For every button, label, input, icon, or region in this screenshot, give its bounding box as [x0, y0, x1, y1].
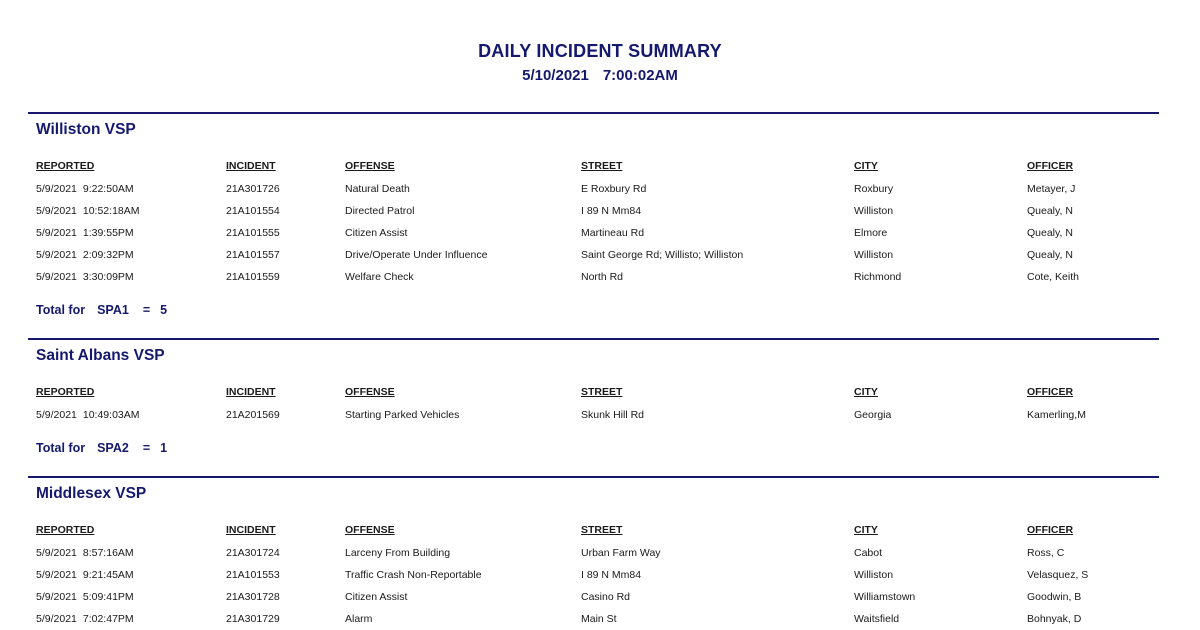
cell-reported — [36, 409, 140, 421]
cell-offense: Citizen Assist — [345, 591, 408, 603]
cell-street: North Rd — [581, 271, 624, 283]
total-count: 1 — [160, 441, 168, 455]
col-street: STREET — [581, 524, 623, 536]
cell-time: 9:21:45AM — [82, 569, 134, 581]
cell-officer: Quealy, N — [1027, 227, 1073, 239]
column-headers — [28, 160, 1159, 176]
col-reported: REPORTED — [36, 524, 95, 536]
cell-street: Martineau Rd — [581, 227, 645, 239]
col-officer: OFFICER — [1027, 160, 1074, 172]
cell-reported — [36, 569, 134, 581]
cell-officer: Quealy, N — [1027, 205, 1073, 217]
col-incident: INCIDENT — [226, 386, 276, 398]
cell-reported — [36, 227, 134, 239]
col-street: STREET — [581, 386, 623, 398]
cell-date: 5/9/2021 — [36, 183, 77, 195]
cell-offense: Traffic Crash Non-Reportable — [345, 569, 482, 581]
cell-time: 5:09:41PM — [82, 591, 134, 603]
col-incident: INCIDENT — [226, 524, 276, 536]
col-officer: OFFICER — [1027, 524, 1074, 536]
col-city: CITY — [854, 524, 878, 536]
col-city: CITY — [854, 386, 878, 398]
cell-incident: 21A301728 — [226, 591, 280, 603]
cell-date: 5/9/2021 — [36, 249, 77, 261]
cell-offense: Starting Parked Vehicles — [345, 409, 460, 421]
cell-date: 5/9/2021 — [36, 591, 77, 603]
section-middlesex — [28, 476, 1159, 625]
cell-offense: Alarm — [345, 613, 373, 625]
col-reported: REPORTED — [36, 160, 95, 172]
cell-officer: Bohnyak, D — [1027, 613, 1082, 625]
cell-incident: 21A101553 — [226, 569, 280, 581]
table-row — [28, 409, 1159, 425]
total-count: 5 — [160, 303, 168, 317]
section-saint-albans — [28, 338, 1159, 455]
table-row — [28, 569, 1159, 585]
cell-city: Cabot — [854, 547, 883, 559]
cell-street: Urban Farm Way — [581, 547, 661, 559]
cell-street: Casino Rd — [581, 591, 631, 603]
cell-time: 10:49:03AM — [82, 409, 140, 421]
report-header — [0, 40, 1200, 86]
section-title: Middlesex VSP — [36, 485, 147, 502]
cell-incident: 21A101557 — [226, 249, 280, 261]
total-code: SPA1 — [97, 303, 129, 317]
cell-city: Georgia — [854, 409, 892, 421]
cell-city: Richmond — [854, 271, 902, 283]
table-row — [28, 613, 1159, 629]
cell-date: 5/9/2021 — [36, 271, 77, 283]
cell-time: 9:22:50AM — [82, 183, 134, 195]
report-title: DAILY INCIDENT SUMMARY — [478, 41, 722, 61]
col-reported: REPORTED — [36, 386, 95, 398]
cell-time: 2:09:32PM — [82, 249, 134, 261]
report-time: 7:00:02AM — [602, 67, 678, 84]
table-row — [28, 271, 1159, 287]
cell-incident: 21A301729 — [226, 613, 280, 625]
cell-reported — [36, 183, 134, 195]
col-street: STREET — [581, 160, 623, 172]
total-equals: = — [142, 303, 151, 317]
cell-reported — [36, 547, 134, 559]
section-title: Williston VSP — [36, 121, 136, 138]
cell-street: Main St — [581, 613, 617, 625]
cell-date: 5/9/2021 — [36, 613, 77, 625]
cell-incident: 21A301724 — [226, 547, 280, 559]
table-row — [28, 249, 1159, 265]
section-title: Saint Albans VSP — [36, 347, 165, 364]
table-row — [28, 227, 1159, 243]
cell-incident: 21A101555 — [226, 227, 280, 239]
cell-offense: Citizen Assist — [345, 227, 408, 239]
cell-offense: Drive/Operate Under Influence — [345, 249, 488, 261]
table-row — [28, 183, 1159, 199]
cell-officer: Velasquez, S — [1027, 569, 1089, 581]
total-label: Total for — [36, 441, 86, 455]
table-row — [28, 547, 1159, 563]
cell-offense: Natural Death — [345, 183, 410, 195]
section-divider — [28, 112, 1159, 114]
cell-street: E Roxbury Rd — [581, 183, 647, 195]
cell-officer: Kamerling,M — [1027, 409, 1086, 421]
col-officer: OFFICER — [1027, 386, 1074, 398]
cell-reported — [36, 613, 134, 625]
cell-city: Williston — [854, 249, 894, 261]
cell-officer: Goodwin, B — [1027, 591, 1082, 603]
report-datetime — [0, 66, 1200, 86]
col-offense: OFFENSE — [345, 524, 395, 536]
table-row — [28, 205, 1159, 221]
col-city: CITY — [854, 160, 878, 172]
cell-time: 10:52:18AM — [82, 205, 140, 217]
report-date: 5/10/2021 — [522, 67, 589, 84]
cell-city: Elmore — [854, 227, 888, 239]
cell-incident: 21A101559 — [226, 271, 280, 283]
cell-incident: 21A201569 — [226, 409, 280, 421]
cell-reported — [36, 271, 134, 283]
cell-officer: Ross, C — [1027, 547, 1065, 559]
section-divider — [28, 338, 1159, 340]
col-incident: INCIDENT — [226, 160, 276, 172]
total-code: SPA2 — [97, 441, 129, 455]
cell-offense: Larceny From Building — [345, 547, 451, 559]
cell-time: 7:02:47PM — [82, 613, 134, 625]
cell-incident: 21A101554 — [226, 205, 280, 217]
cell-date: 5/9/2021 — [36, 547, 77, 559]
total-equals: = — [142, 441, 151, 455]
cell-city: Roxbury — [854, 183, 894, 195]
total-label: Total for — [36, 303, 86, 317]
cell-date: 5/9/2021 — [36, 205, 77, 217]
cell-reported — [36, 249, 134, 261]
col-offense: OFFENSE — [345, 386, 395, 398]
section-divider — [28, 476, 1159, 478]
cell-street: Skunk Hill Rd — [581, 409, 645, 421]
cell-officer: Cote, Keith — [1027, 271, 1079, 283]
cell-street: Saint George Rd; Willisto; Williston — [581, 249, 744, 261]
cell-city: Williston — [854, 569, 894, 581]
cell-city: Williamstown — [854, 591, 916, 603]
col-offense: OFFENSE — [345, 160, 395, 172]
cell-street: I 89 N Mm84 — [581, 569, 642, 581]
cell-offense: Welfare Check — [345, 271, 414, 283]
column-headers — [28, 524, 1159, 540]
column-headers — [28, 386, 1159, 402]
cell-time: 3:30:09PM — [82, 271, 134, 283]
cell-reported — [36, 591, 134, 603]
section-williston — [28, 112, 1159, 317]
cell-city: Waitsfield — [854, 613, 900, 625]
cell-city: Williston — [854, 205, 894, 217]
cell-officer: Metayer, J — [1027, 183, 1076, 195]
cell-reported — [36, 205, 140, 217]
table-row — [28, 591, 1159, 607]
section-total — [36, 441, 167, 455]
cell-street: I 89 N Mm84 — [581, 205, 642, 217]
cell-time: 1:39:55PM — [82, 227, 134, 239]
cell-officer: Quealy, N — [1027, 249, 1073, 261]
cell-date: 5/9/2021 — [36, 227, 77, 239]
cell-date: 5/9/2021 — [36, 569, 77, 581]
cell-offense: Directed Patrol — [345, 205, 415, 217]
section-total — [36, 303, 167, 317]
cell-time: 8:57:16AM — [82, 547, 134, 559]
cell-incident: 21A301726 — [226, 183, 280, 195]
cell-date: 5/9/2021 — [36, 409, 77, 421]
